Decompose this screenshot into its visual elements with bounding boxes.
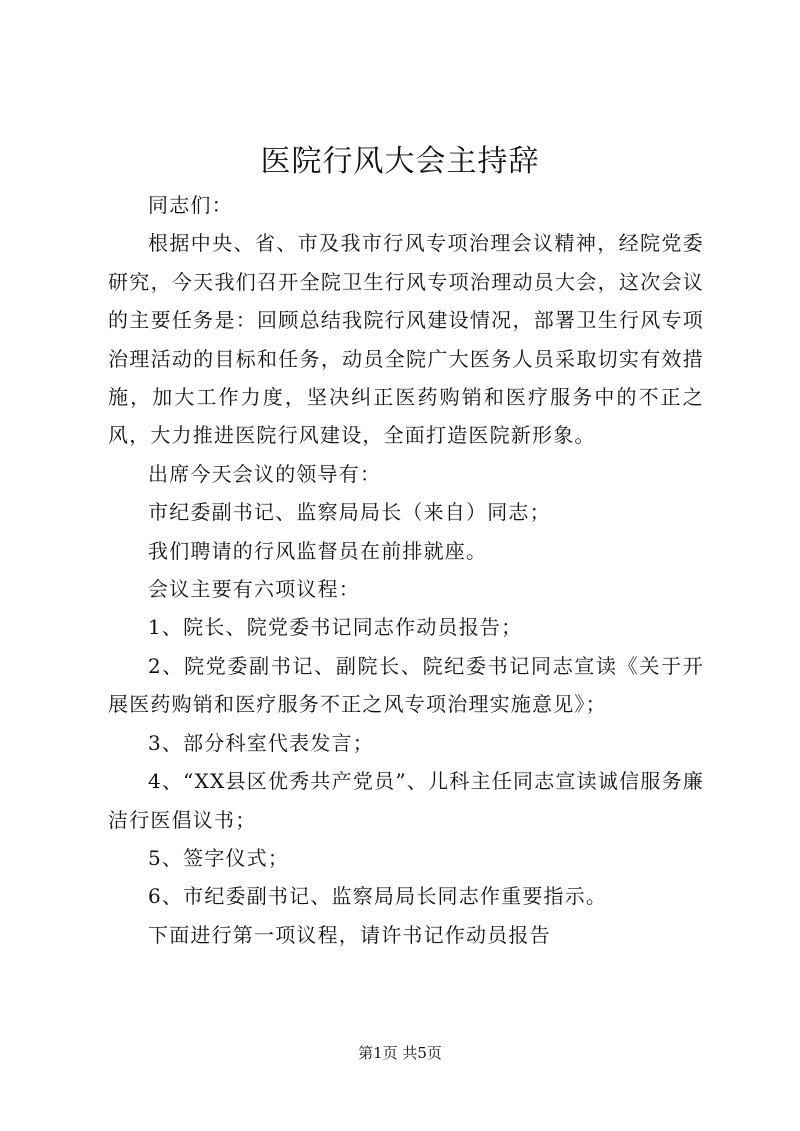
intro-paragraph: 根据中央、省、市及我市行风专项治理会议精神，经院党委研究，今天我们召开全院卫生行风专项治理动员大会，这次会议的主要任务是：回顾总结我院行风建设情况，部署卫生行风专项治理活动的目标和任务，动员全院广大医务人员采取切实有效措施，加大工作力度，坚决纠正医药购销和医疗服务中的不正之风，大力推进医院行风建设，全面打造医院新形象。	[108, 231, 704, 448]
supervisors-line: 我们聘请的行风监督员在前排就座。	[148, 538, 488, 563]
page-number-footer: 第1页 共5页	[358, 1044, 442, 1062]
greeting-paragraph: 同志们：	[148, 193, 233, 217]
document-body	[108, 186, 704, 954]
attendee-line: 市纪委副书记、监察局局长（来自）同志；	[148, 500, 551, 525]
agenda-item-5: 5、签字仪式；	[148, 845, 290, 870]
closing-paragraph: 下面进行第一项议程，请许书记作动员报告	[148, 922, 551, 947]
agenda-item-2: 2、院党委副书记、副院长、院纪委书记同志宣读《关于开展医药购销和医疗服务不正之风专项治理实施意见》；	[108, 653, 704, 717]
document-title: 医院行风大会主持辞	[260, 144, 540, 179]
attendees-heading: 出席今天会议的领导有：	[148, 461, 382, 486]
agenda-item-6: 6、市纪委副书记、监察局局长同志作重要指示。	[148, 884, 608, 909]
agenda-item-3: 3、部分科室代表发言；	[148, 730, 374, 755]
agenda-item-1: 1、院长、院党委书记同志作动员报告；	[148, 615, 523, 640]
agenda-heading: 会议主要有六项议程：	[148, 577, 360, 602]
agenda-item-4: 4、“XX县区优秀共产党员”、儿科主任同志宣读诚信服务廉洁行医倡议书；	[108, 769, 704, 832]
